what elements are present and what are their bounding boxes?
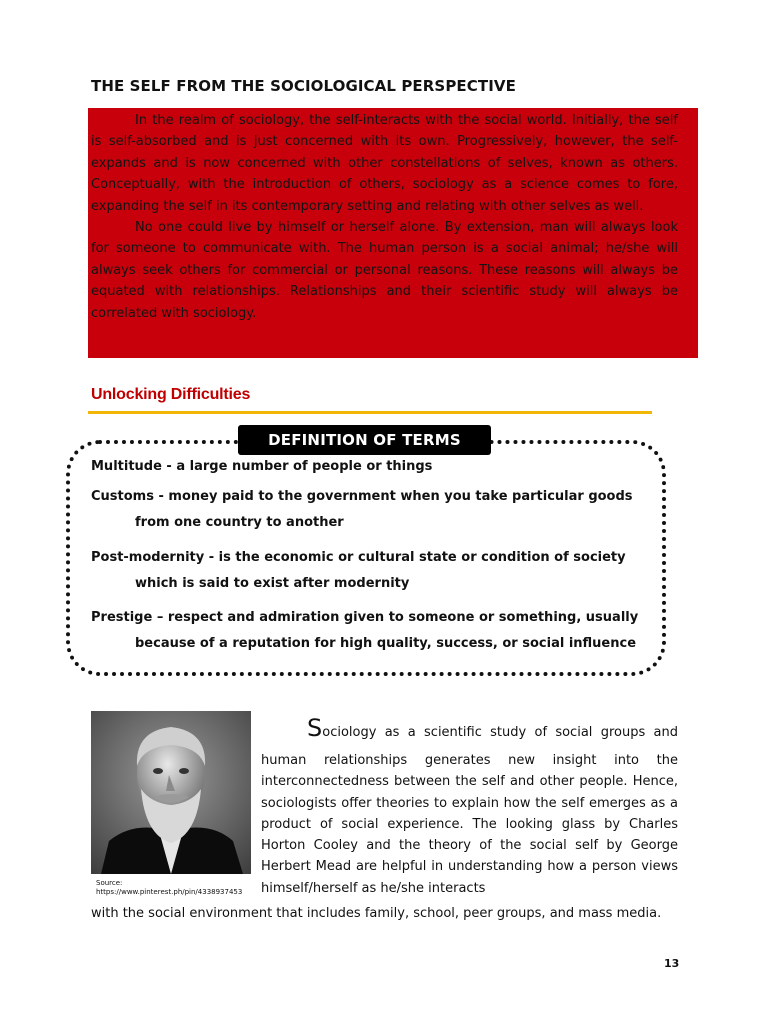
term-prestige bbox=[91, 610, 638, 651]
sociology-first-line bbox=[307, 714, 678, 742]
heading-underline bbox=[88, 411, 652, 414]
intro-paragraph-2: No one could live by himself or herself alone. By extension, man will always look for someone to communicate with. The human person is a social animal; he/she will always seek others for commercial or personal reasons. These reasons will always be equated with relationships. Relationships and their scientific study will always be correlated with sociology. bbox=[91, 220, 678, 321]
sociology-continued-text: with the social environment that includes family, school, peer groups, and mass media. bbox=[91, 906, 662, 921]
first-line-text: ociology as a scientific study of social groups and bbox=[322, 725, 678, 740]
image-source-caption bbox=[96, 879, 242, 897]
portrait-illustration bbox=[91, 711, 251, 874]
page-number: 13 bbox=[664, 957, 680, 970]
term-customs bbox=[91, 489, 633, 530]
unlocking-difficulties-heading: Unlocking Difficulties bbox=[91, 386, 251, 403]
definitions-label: DEFINITION OF TERMS bbox=[238, 425, 491, 455]
term-definition-continued: from one country to another bbox=[135, 515, 344, 530]
intro-paragraph-1: In the realm of sociology, the self-interacts with the social world. Initially, the self is self-absorbed and is just concerned with its own. Progressively, however, the self-expands and is now concerned with other constellations of selves, known as others. Conceptually, with the introduction of others, sociology as a science comes to fore, expanding the self in its contemporary setting and relating with other selves as well. bbox=[91, 113, 678, 214]
term-multitude bbox=[91, 459, 432, 474]
portrait-image bbox=[91, 711, 251, 874]
term-definition: Multitude - a large number of people or things bbox=[91, 459, 433, 474]
source-url: https://www.pinterest.ph/pin/4338937453 bbox=[96, 888, 243, 896]
source-label: Source: bbox=[96, 879, 123, 887]
term-definition: Post-modernity - is the economic or cultural state or condition of society bbox=[91, 550, 626, 565]
intro-text bbox=[91, 110, 678, 324]
term-definition: Prestige – respect and admiration given to someone or something, usually bbox=[91, 610, 639, 625]
term-definition-continued: because of a reputation for high quality, success, or social influence bbox=[135, 636, 637, 651]
term-definition: Customs - money paid to the government when you take particular goods bbox=[91, 489, 633, 504]
drop-cap: S bbox=[307, 714, 323, 742]
term-post-modernity bbox=[91, 550, 626, 591]
section-title: THE SELF FROM THE SOCIOLOGICAL PERSPECTIVE bbox=[91, 77, 516, 95]
sociology-column-text: human relationships generates new insight into the interconnectedness between the self and other people. Hence, sociologists offer theories to explain how the self emerges as a product of social experience. The looking glass by Charles Horton Cooley and the theory of the social self by George Herbert Mead are helpful in understanding how a person views himself/herself as he/she interacts bbox=[261, 753, 678, 896]
term-definition-continued: which is said to exist after modernity bbox=[135, 576, 410, 591]
